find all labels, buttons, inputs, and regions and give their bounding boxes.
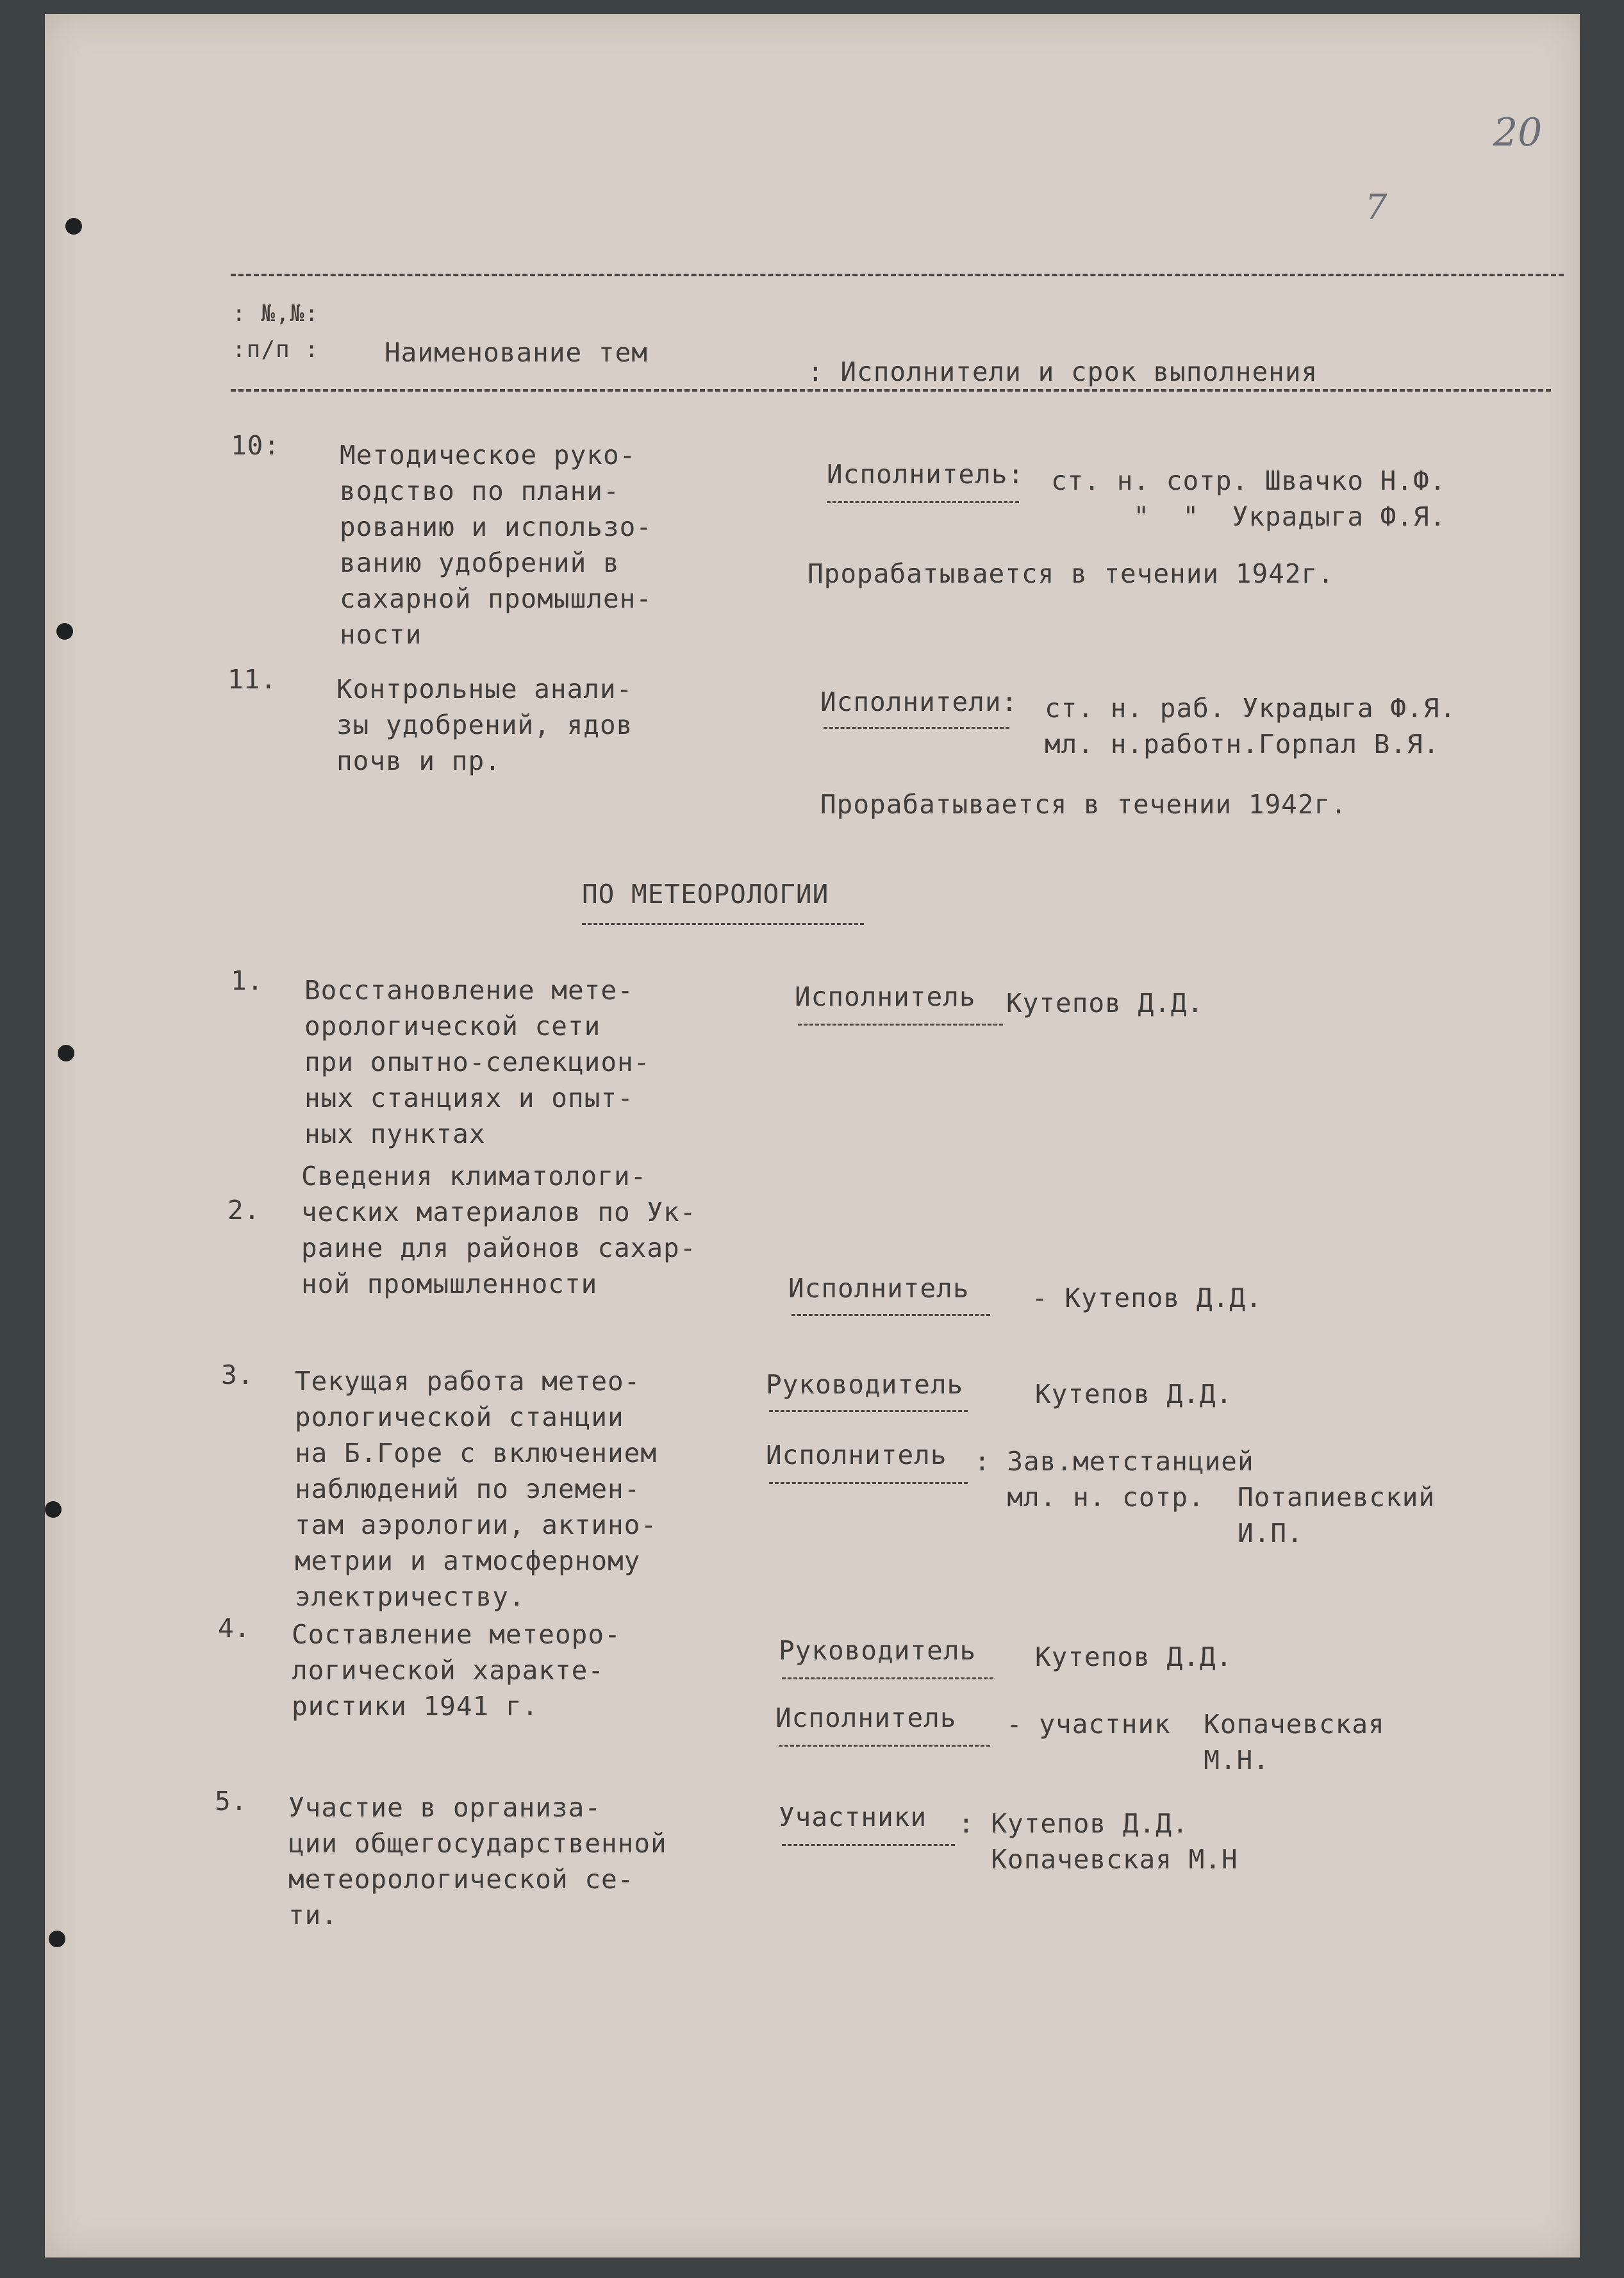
meteo-role: Исполнитель xyxy=(795,981,976,1012)
meteo-role: Исполнитель xyxy=(788,1273,970,1304)
meteo-role: Исполнитель xyxy=(775,1702,957,1733)
meteo-item-number: 5. xyxy=(215,1786,248,1817)
role-underline xyxy=(769,1482,968,1484)
meteo-role: Руководитель xyxy=(766,1369,964,1400)
meteo-item-topic: Участие в организа- ции общегосударственной метеорологической се- ти. xyxy=(288,1792,667,1931)
meteo-item-topic: Восстановление мете- орологической сети при опытно-селекцион- ных станциях и опыт- ных пунктах xyxy=(304,975,650,1149)
meteo-item-number: 2. xyxy=(228,1195,261,1226)
role-underline xyxy=(779,1745,990,1747)
meteo-person: - участник Копачевская М.Н. xyxy=(1006,1709,1385,1775)
meteo-item-number: 3. xyxy=(221,1359,254,1390)
header-col-number: : №,№: :п/п : xyxy=(232,301,320,363)
item-performers-label: Исполнитель: xyxy=(827,459,1025,490)
meteo-person: Кутепов Д.Д. xyxy=(1006,988,1204,1018)
section-title: ПО МЕТЕОРОЛОГИИ xyxy=(582,879,829,910)
meteo-person: : Зав.метстанцией мл. н. сотр. Потапиевский И.П. xyxy=(974,1446,1436,1549)
item-performers-label: Исполнители: xyxy=(820,686,1018,717)
role-underline xyxy=(798,1024,1003,1026)
binder-hole xyxy=(49,1931,65,1947)
item-topic: Контрольные анали- зы удобрений, ядов почв и пр. xyxy=(336,674,633,776)
header-col-performers: : Исполнители и срок выполнения xyxy=(808,356,1318,387)
role-underline xyxy=(782,1677,993,1679)
item-number: 11. xyxy=(228,664,278,695)
item-number: 10: xyxy=(231,430,281,461)
meteo-person: - Кутепов Д.Д. xyxy=(1032,1283,1263,1313)
binder-hole xyxy=(65,218,82,235)
role-underline xyxy=(782,1844,955,1846)
meteo-role: Исполнитель xyxy=(766,1440,947,1470)
meteo-person: : Кутепов Д.Д. Копачевская М.Н xyxy=(958,1808,1238,1875)
label-underline xyxy=(824,727,1009,729)
label-underline xyxy=(827,501,1019,503)
role-underline xyxy=(791,1314,990,1316)
item-topic: Методическое руко- водство по плани- рованию и использо- ванию удобрений в сахарной промышлен- ности xyxy=(340,440,652,650)
meteo-item-topic: Текущая работа метео- рологической станции на Б.Горе с включением наблюдений по элемен- там аэрологии, актино- метрии и атмосферному электричеству. xyxy=(295,1366,658,1612)
binder-hole xyxy=(58,1045,74,1061)
meteo-item-number: 4. xyxy=(218,1613,251,1643)
meteo-item-topic: Составление метеоро- логической характе- ристики 1941 г. xyxy=(292,1619,621,1722)
page-mark: 7 xyxy=(1365,187,1388,228)
item-performers: ст. н. сотр. Швачко Н.Ф. " " Украдыга Ф.Я. xyxy=(1051,465,1446,532)
header-col-topic: Наименование тем xyxy=(385,337,648,368)
item-performers: ст. н. раб. Украдыга Ф.Я. мл. н.работн.Горпал В.Я. xyxy=(1045,693,1457,760)
item-deadline: Прорабатывается в течении 1942г. xyxy=(808,558,1334,589)
meteo-person: Кутепов Д.Д. xyxy=(1035,1379,1233,1409)
meteo-role: Участники xyxy=(779,1802,927,1833)
handwritten-page-number: 20 xyxy=(1493,110,1543,155)
header-rule-top xyxy=(231,274,1564,276)
section-title-underline xyxy=(582,923,864,925)
meteo-item-topic: Сведения климатологи- ческих материалов по Ук- раине для районов сахар- ной промышленности xyxy=(301,1161,697,1299)
binder-hole xyxy=(45,1501,62,1518)
item-deadline: Прорабатывается в течении 1942г. xyxy=(820,789,1347,820)
meteo-item-number: 1. xyxy=(231,965,264,996)
header-rule-bottom xyxy=(231,389,1551,392)
document-sheet xyxy=(45,14,1580,2257)
binder-hole xyxy=(56,623,73,640)
meteo-role: Руководитель xyxy=(779,1635,977,1666)
role-underline xyxy=(769,1410,968,1412)
meteo-person: Кутепов Д.Д. xyxy=(1035,1642,1233,1672)
